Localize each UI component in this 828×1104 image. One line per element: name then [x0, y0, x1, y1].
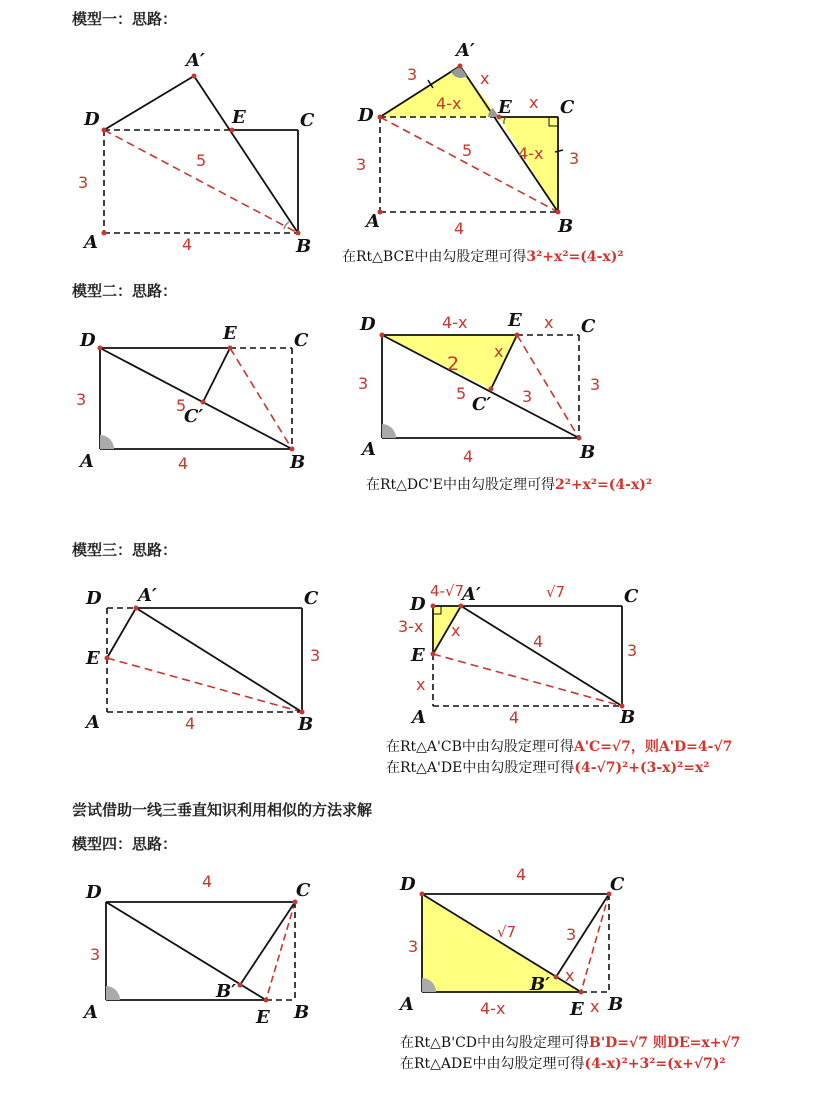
label-C: C [610, 874, 625, 895]
measure-3: 3 [522, 387, 533, 406]
label-E: E [86, 648, 100, 669]
label-B: B [620, 707, 636, 728]
label-D: D [86, 882, 102, 903]
measure-5: 5 [196, 151, 207, 170]
label-A-prime: A′ [138, 585, 157, 606]
label-B-prime: B′ [530, 974, 550, 995]
measure-4: 4 [516, 865, 527, 884]
measure-5: 5 [176, 396, 187, 415]
measure-4: 4 [182, 235, 193, 254]
measure-sqrt7: √7 [497, 923, 517, 941]
measure-3: 3 [90, 945, 101, 964]
measure-3: 3 [76, 390, 87, 409]
model2-left-figure [76, 323, 309, 473]
model4-right-figure [398, 865, 625, 1020]
measure-4-minus-x: 4-x [442, 313, 468, 332]
measure-4: 4 [533, 632, 544, 651]
measure-3: 3 [78, 173, 89, 192]
measure-4: 4 [463, 447, 474, 466]
measure-4-minus-x: 4-x [518, 144, 544, 163]
label-A: A [400, 994, 414, 1015]
measure-4: 4 [185, 714, 196, 733]
label-E: E [411, 645, 425, 666]
heading-tip: 尝试借助一线三垂直知识利用相似的方法求解 [72, 801, 373, 819]
label-A: A [366, 211, 380, 232]
label-D: D [360, 314, 376, 335]
measure-3: 3 [627, 641, 638, 660]
measure-4-minus-sqrt7: 4-√7 [430, 582, 465, 600]
label-B-prime: B′ [216, 981, 236, 1002]
measure-4: 4 [454, 219, 465, 238]
label-E: E [223, 323, 237, 344]
label-E: E [256, 1007, 270, 1028]
note-model-1: 在Rt△BCE中由勾股定理可得3²+x²=(4-x)² [342, 249, 624, 265]
label-C: C [624, 586, 639, 607]
heading-model-2: 模型二：思路： [72, 282, 178, 300]
label-D: D [80, 330, 96, 351]
label-B: B [608, 994, 624, 1015]
measure-4: 4 [178, 454, 189, 473]
label-B: B [298, 714, 314, 735]
label-D: D [400, 874, 416, 895]
label-E: E [508, 310, 522, 331]
label-C: C [294, 330, 309, 351]
measure-3: 3 [310, 646, 321, 665]
label-C: C [560, 97, 575, 118]
measure-3: 3 [408, 937, 419, 956]
measure-3: 3 [407, 65, 418, 84]
model1-left-figure [78, 50, 315, 257]
measure-x: x [590, 997, 600, 1016]
label-A: A [362, 439, 376, 460]
label-C: C [581, 316, 596, 337]
measure-5: 5 [456, 384, 467, 403]
label-B: B [580, 442, 596, 463]
label-C-prime: C′ [184, 406, 204, 427]
label-E: E [498, 97, 512, 118]
measure-sqrt7: √7 [546, 583, 566, 601]
label-D: D [86, 588, 102, 609]
measure-x: x [565, 966, 575, 985]
label-E: E [570, 999, 584, 1020]
model1-right-figure [356, 40, 579, 238]
note-model-4b: 在Rt△ADE中由勾股定理可得(4-x)²+3²=(x+√7)² [400, 1056, 726, 1072]
measure-x: x [480, 69, 490, 88]
label-B: B [294, 1002, 310, 1023]
label-A: A [86, 712, 100, 733]
model4-left-figure [82, 872, 311, 1028]
measure-3: 3 [569, 149, 580, 168]
measure-3-minus-x: 3-x [398, 617, 424, 636]
measure-x: x [451, 621, 461, 640]
note-model-3a: 在Rt△A'CB中由勾股定理可得A'C=√7，则A'D=4-√7 [386, 739, 733, 755]
model2-right-figure [358, 310, 600, 466]
measure-4: 4 [509, 708, 520, 727]
label-A: A [412, 707, 426, 728]
label-D: D [84, 109, 100, 130]
measure-3: 3 [566, 925, 577, 944]
heading-model-1: 模型一：思路： [72, 10, 178, 28]
label-A-prime: A′ [186, 50, 205, 71]
label-A: A [84, 232, 98, 253]
measure-x: x [529, 93, 539, 112]
note-model-2: 在Rt△DC'E中由勾股定理可得2²+x²=(4-x)² [366, 477, 653, 493]
measure-4-minus-x: 4-x [480, 999, 506, 1018]
measure-3: 3 [356, 155, 367, 174]
measure-x: x [494, 342, 504, 361]
measure-2: 2 [447, 353, 460, 375]
measure-4-minus-x: 4-x [436, 94, 462, 113]
label-C: C [300, 110, 315, 131]
measure-3: 3 [358, 374, 369, 393]
measure-3: 3 [590, 375, 601, 394]
measure-4: 4 [202, 872, 213, 891]
heading-model-4: 模型四：思路： [72, 835, 178, 853]
label-C-prime: C′ [472, 394, 492, 415]
label-A-prime: A′ [456, 40, 475, 61]
label-C: C [304, 588, 319, 609]
model3-left-figure [84, 585, 320, 735]
label-A: A [84, 1002, 98, 1023]
note-model-3b: 在Rt△A'DE中由勾股定理可得(4-√7)²+(3-x)²=x² [386, 760, 710, 776]
label-C: C [296, 880, 311, 901]
measure-x: x [544, 313, 554, 332]
label-A-prime: A′ [462, 584, 481, 605]
label-D: D [358, 105, 374, 126]
model3-right-figure [398, 582, 639, 728]
label-B: B [290, 452, 306, 473]
label-E: E [232, 107, 246, 128]
measure-x: x [416, 675, 426, 694]
note-model-4a: 在Rt△B'CD中由勾股定理可得B'D=√7 则DE=x+√7 [400, 1035, 741, 1051]
label-A: A [80, 451, 94, 472]
measure-5: 5 [462, 141, 473, 160]
label-D: D [410, 594, 426, 615]
heading-model-3: 模型三：思路： [72, 541, 178, 559]
label-B: B [558, 216, 574, 237]
label-B: B [296, 236, 312, 257]
